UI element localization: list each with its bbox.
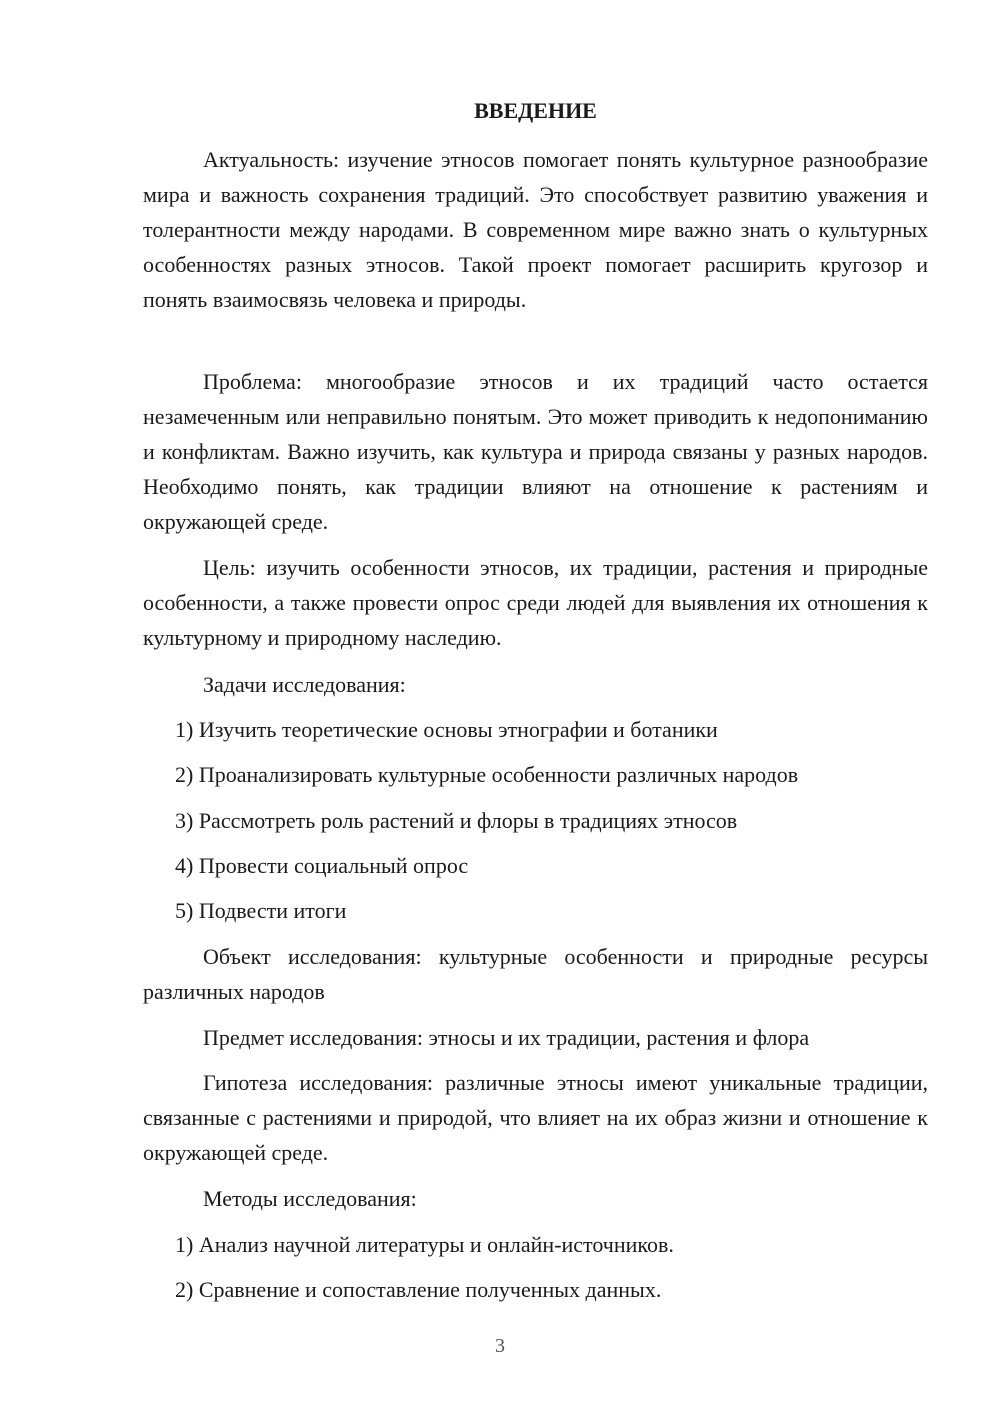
subject-paragraph: Предмет исследования: этносы и их традиции, растения и флора — [203, 1025, 810, 1050]
tasks-heading: Задачи исследования: — [203, 672, 406, 697]
task-item: 3) Рассмотреть роль растений и флоры в традициях этносов — [175, 808, 738, 833]
hypothesis-paragraph: Гипотеза исследования: различные этносы имеют уникальные традиции, связанные с растениями и природой, что влияет на их образ жизни и отношение к окружающей среде. — [143, 1070, 928, 1165]
task-item: 4) Провести социальный опрос — [175, 853, 469, 878]
relevance-paragraph: Актуальность: изучение этносов помогает понять культурное разнообразие мира и важность сохранения традиций. Это способствует развитию уважения и толерантности между народами. В современном мире важно знать о культурных особенностях разных этносов. Такой проект помогает расширить кругозор и понять взаимосвязь человека и природы. — [143, 147, 928, 312]
task-item: 2) Проанализировать культурные особенности различных народов — [175, 762, 799, 787]
method-item: 1) Анализ научной литературы и онлайн-источников. — [175, 1232, 674, 1257]
methods-heading: Методы исследования: — [203, 1186, 417, 1211]
goal-paragraph: Цель: изучить особенности этносов, их традиции, растения и природные особенности, а также провести опрос среди людей для выявления их отношения к культурному и природному наследию. — [143, 555, 928, 650]
problem-paragraph: Проблема: многообразие этносов и их традиций часто остается незамеченным или неправильно понятым. Это может приводить к недопониманию и конфликтам. Важно изучить, как культура и природа связаны у разных народов. Необходимо понять, как традиции влияют на отношение к растениям и окружающей среде. — [143, 369, 928, 534]
task-item: 5) Подвести итоги — [175, 898, 347, 923]
task-item: 1) Изучить теоретические основы этнографии и ботаники — [175, 717, 718, 742]
object-paragraph: Объект исследования: культурные особенности и природные ресурсы различных народов — [143, 944, 928, 1004]
page-number: 3 — [495, 1335, 505, 1357]
method-item: 2) Сравнение и сопоставление полученных данных. — [175, 1277, 662, 1302]
page-title: ВВЕДЕНИЕ — [474, 98, 597, 123]
